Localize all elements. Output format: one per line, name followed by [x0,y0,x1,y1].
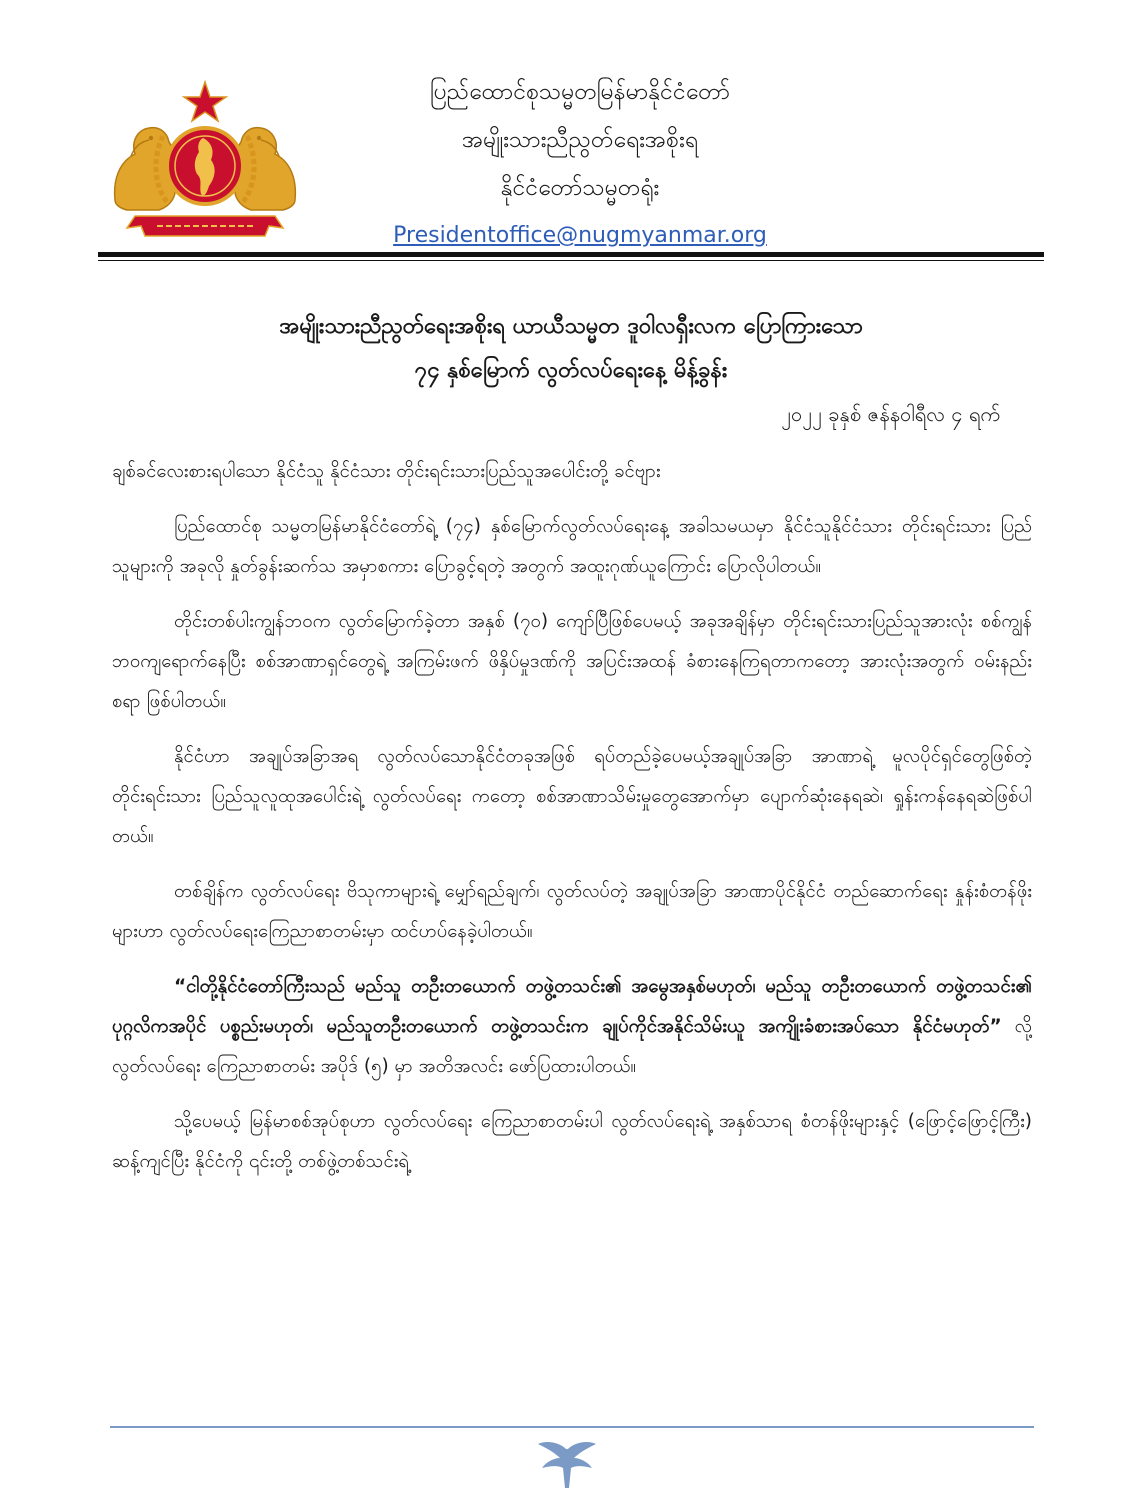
title-line-1: အမျိုးသားညီညွတ်ရေးအစိုးရ ယာယီသမ္မတ ဒူဝါလရှီးလက ပြောကြားသော [279,314,863,339]
header-divider-thin [98,260,1044,261]
paragraph-1: ပြည်ထောင်စု သမ္မတမြန်မာနိုင်ငံတော်ရဲ့ (၇၄) နှစ်မြောက်လွတ်လပ်ရေးနေ့ အခါသမယမှာ နိုင်ငံသူနိုင်ငံသား တိုင်းရင်းသား ပြည်သူများကို အခုလို နှုတ်ခွန်းဆက်သ အမှာစကား ပြောခွင့်ရတဲ့ အတွက် အထူးဂုဏ်ယူကြောင်း ပြောလိုပါတယ်။ [112,516,1032,577]
email-link[interactable]: Presidentoffice@nugmyanmar.org [393,223,767,248]
title-line-2: ၇၄ နှစ်မြောက် လွတ်လပ်ရေးနေ့ မိန့်ခွန်း [414,358,728,383]
state-seal-emblem [105,80,305,238]
paragraph-6: သို့ပေမယ့် မြန်မာစစ်အုပ်စုဟာ လွတ်လပ်ရေး ကြေညာစာတမ်းပါ လွတ်လပ်ရေးရဲ့ အနှစ်သာရ စံတန်ဖိုးများနှင့် (ဖြောင့်ဖြောင့်ကြီး) ဆန့်ကျင်ပြီး နိုင်ငံကို ၎င်းတို့ တစ်ဖွဲ့တစ်သင်းရဲ့ [112,1111,1032,1172]
header-office-name: နိုင်ငံတော်သမ္မတရုံး [500,175,660,201]
letterhead [380,68,780,260]
declaration-quote: “ငါတို့နိုင်ငံတော်ကြီးသည် မည်သူ တဦးတယောက် တဖွဲ့တသင်း၏ အမွေအနှစ်မဟုတ်၊ မည်သူ တဦးတယောက် တဖွဲ့တသင်း၏ ပုဂ္ဂလိကအပိုင် ပစ္စည်းမဟုတ်၊ မည်သူတဦးတယောက် တဖွဲ့တသင်းက ချုပ်ကိုင်အနိုင်သိမ်းယူ အကျိုးခံစားအပ်သော နိုင်ငံမဟုတ်” [112,976,1032,1037]
dove-emblem-icon [534,1438,600,1492]
paragraph-3: နိုင်ငံဟာ အချုပ်အခြာအရ လွတ်လပ်သောနိုင်ငံတခုအဖြစ် ရပ်တည်ခဲ့ပေမယ့်အချုပ်အခြာ အာဏာရဲ့ မူလပိုင်ရှင်တွေဖြစ်တဲ့ တိုင်းရင်းသား ပြည်သူလူထုအပေါင်းရဲ့ လွတ်လပ်ရေး ကတော့ စစ်အာဏာသိမ်းမှုတွေအောက်မှာ ပျောက်ဆုံးနေရဆဲ၊ ရှုန်းကန်နေရဆဲဖြစ်ပါတယ်။ [112,746,1032,847]
salutation: ချစ်ခင်လေးစားရပါသော နိုင်ငံသူ နိုင်ငံသား တိုင်းရင်းသားပြည်သူအပေါင်းတို့ ခင်ဗျား [112,461,661,482]
paragraph-4: တစ်ချိန်က လွတ်လပ်ရေး ဗိသုကာများရဲ့ မျှော်ရည်ချက်၊ လွတ်လပ်တဲ့ အချုပ်အခြာ အာဏာပိုင်နိုင်ငံ တည်ဆောက်ရေး နှုန်းစံတန်ဖိုးများဟာ လွတ်လပ်ရေးကြေညာစာတမ်းမှာ ထင်ဟပ်နေခဲ့ပါတယ်။ [112,881,1032,942]
header-country-name: ပြည်ထောင်စုသမ္မတမြန်မာနိုင်ငံတော် [429,79,731,105]
speech-body [112,452,1032,1197]
paragraph-5-rest: လို့ လွတ်လပ်ရေး ကြေညာစာတမ်း အပိုဒ် (၅) မှာ အတိအလင်း ဖော်ပြထားပါတယ်။ [112,1016,1032,1077]
header-divider-thick [98,252,1044,257]
footer-divider [110,1426,1034,1428]
paragraph-5 [112,967,1032,1087]
document-date: ၂၀၂၂ ခုနှစ် ဇန်နဝါရီလ ၄ ရက် [781,402,1000,426]
header-government-name: အမျိုးသားညီညွတ်ရေးအစိုးရ [461,127,699,153]
document-title [98,305,1044,393]
paragraph-2: တိုင်းတစ်ပါးကျွန်ဘဝက လွတ်မြောက်ခဲ့တာ အနှစ် (၇၀) ကျော်ပြီဖြစ်ပေမယ့် အခုအချိန်မှာ တိုင်းရင်းသားပြည်သူအားလုံး စစ်ကျွန်ဘဝကျရောက်နေပြီး စစ်အာဏာရှင်တွေရဲ့ အကြမ်းဖက် ဖိနှိပ်မှုဒဏ်ကို အပြင်းအထန် ခံစားနေကြရတာကတော့ အားလုံးအတွက် ဝမ်းနည်းစရာ ဖြစ်ပါတယ်။ [112,611,1032,712]
